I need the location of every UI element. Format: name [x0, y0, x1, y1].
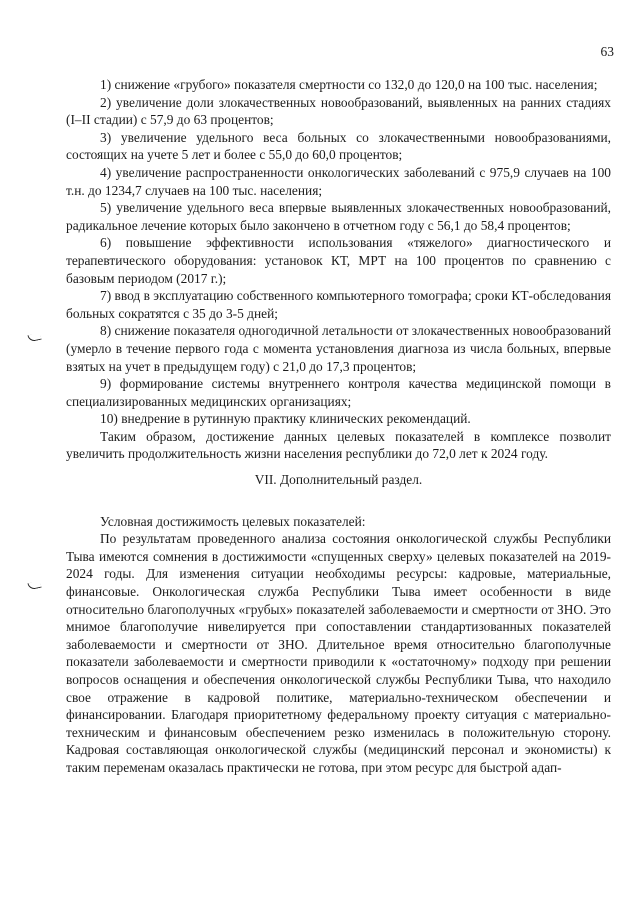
- list-item: 7) ввод в эксплуатацию собственного компьютерного томографа; сроки КТ-обследования больных сократятся с 35 до 3-5 дней;: [66, 288, 611, 321]
- body-paragraph: По результатам проведенного анализа состояния онкологической службы Республики Тыва имеются сомнения в достижимости «спущенных сверху» целевых показателей на 2019-2024 годы. Для изменения ситуации необходимы ресурсы: кадровые, материальные, финансовые. Онкологическая служба Республики Тыва имеет особенности в виде относительно благополучных «грубых» показателей заболеваемости и смертности от ЗНО. Это мнимое благополучие нивелируется при сопоставлении стандартизованных показателей заболеваемости и смертности от ЗНО. Длительное время относительно благополучные показатели заболеваемости и смертности приводили к «остаточному» подходу при решении вопросов оснащения и обеспечения онкологической службы Республики Тыва, что находило свое отражение в кадровой политике, материально-техническом обеспечении и финансировании. Благодаря приоритетному федеральному проекту ситуация с материально-техническим и финансовым обеспечением резко изменилась в положительную сторону. Кадровая составляющая онкологической службы (медицинский персонал и экономисты) к таким переменам оказалась практически не готова, при этом ресурс для быстрой адап-: [66, 531, 611, 775]
- summary-paragraph: Таким образом, достижение данных целевых показателей в комплексе позволит увеличить продолжительность жизни населения республики до 72,0 лет к 2024 году.: [66, 428, 611, 462]
- list-item: 1) снижение «грубого» показателя смертности со 132,0 до 120,0 на 100 тыс. населения;: [100, 77, 598, 92]
- list-item: 8) снижение показателя одногодичной летальности от злокачественных новообразований (умерло в течение первого года с момента установления диагноза из числа больных, впервые взятых на учет в предыдущем году) с 21,0 до 17,3 процентов;: [66, 323, 611, 374]
- list-item: 6) повышение эффективности использования «тяжелого» диагностического и терапевтического оборудования: установок КТ, МРТ на 100 процентов по сравнению с базовым периодом (2017 г.);: [66, 235, 611, 286]
- subheading: Условная достижимость целевых показателей:: [100, 513, 366, 529]
- margin-check-mark: [27, 333, 41, 343]
- list-item: 9) формирование системы внутреннего контроля качества медицинской помощи в специализированных медицинских организациях;: [66, 376, 611, 409]
- margin-check-mark: [27, 581, 41, 591]
- page-number: 63: [600, 44, 614, 59]
- list-item: 5) увеличение удельного веса впервые выявленных злокачественных новообразований, радикальное лечение которых было закончено в отчетном году с 56,1 до 58,4 процентов;: [66, 200, 611, 233]
- document-body: [66, 76, 611, 777]
- section-heading: VII. Дополнительный раздел.: [254, 472, 423, 488]
- list-item: 2) увеличение доли злокачественных новообразований, выявленных на ранних стадиях (I–II стадии) с 57,9 до 63 процентов;: [66, 94, 611, 128]
- list-item: 3) увеличение удельного веса больных со злокачественными новообразованиями, состоящих на учете 5 лет и более с 55,0 до 60,0 процентов;: [66, 129, 611, 163]
- list-item: 10) внедрение в рутинную практику клинических рекомендаций.: [100, 411, 471, 427]
- list-item: 4) увеличение распространенности онкологических заболеваний с 975,9 случаев на 100 т.н. до 1234,7 случаев на 100 тыс. населения;: [66, 164, 611, 198]
